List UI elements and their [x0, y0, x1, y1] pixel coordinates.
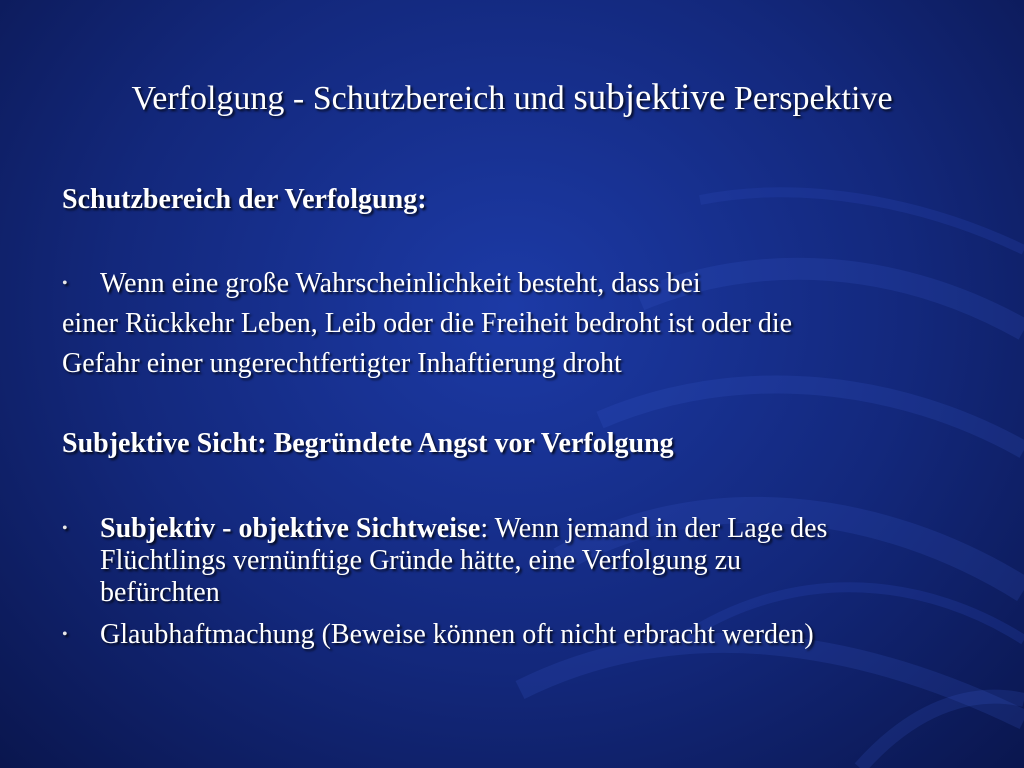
bullet-2-line-1-rest: : Wenn jemand in der Lage des	[480, 513, 828, 544]
bullet-1-line-1: Wenn eine große Wahrscheinlichkeit besteht, dass bei	[100, 268, 701, 299]
bullet-2-line-1	[100, 512, 827, 546]
bullet-3-line: Glaubhaftmachung (Beweise können oft nicht erbracht werden)	[100, 619, 814, 650]
bullet-marker: •	[62, 275, 68, 292]
bullet-2-bold-term: Subjektiv - objektive Sichtweise	[100, 513, 481, 544]
bullet-2-line-3: befürchten	[100, 577, 220, 608]
title-part-1: Verfolgung - Schutzbereich und	[131, 80, 574, 117]
section-heading-subjektive-sicht: Subjektive Sicht: Begründete Angst vor Verfolgung	[62, 428, 674, 459]
title-part-2: subjektive	[573, 77, 726, 118]
bullet-1-line-3: Gefahr einer ungerechtfertigter Inhaftierung droht	[62, 348, 622, 379]
title-part-3: Perspektive	[725, 80, 893, 117]
bullet-marker: •	[62, 626, 68, 643]
bullet-marker: •	[62, 520, 68, 537]
bullet-2-line-2: Flüchtlings vernünftige Gründe hätte, eine Verfolgung zu	[100, 545, 741, 576]
section-heading-schutzbereich: Schutzbereich der Verfolgung:	[62, 184, 427, 215]
slide-title	[0, 74, 1024, 123]
bullet-1-line-2: einer Rückkehr Leben, Leib oder die Freiheit bedroht ist oder die	[62, 308, 793, 339]
